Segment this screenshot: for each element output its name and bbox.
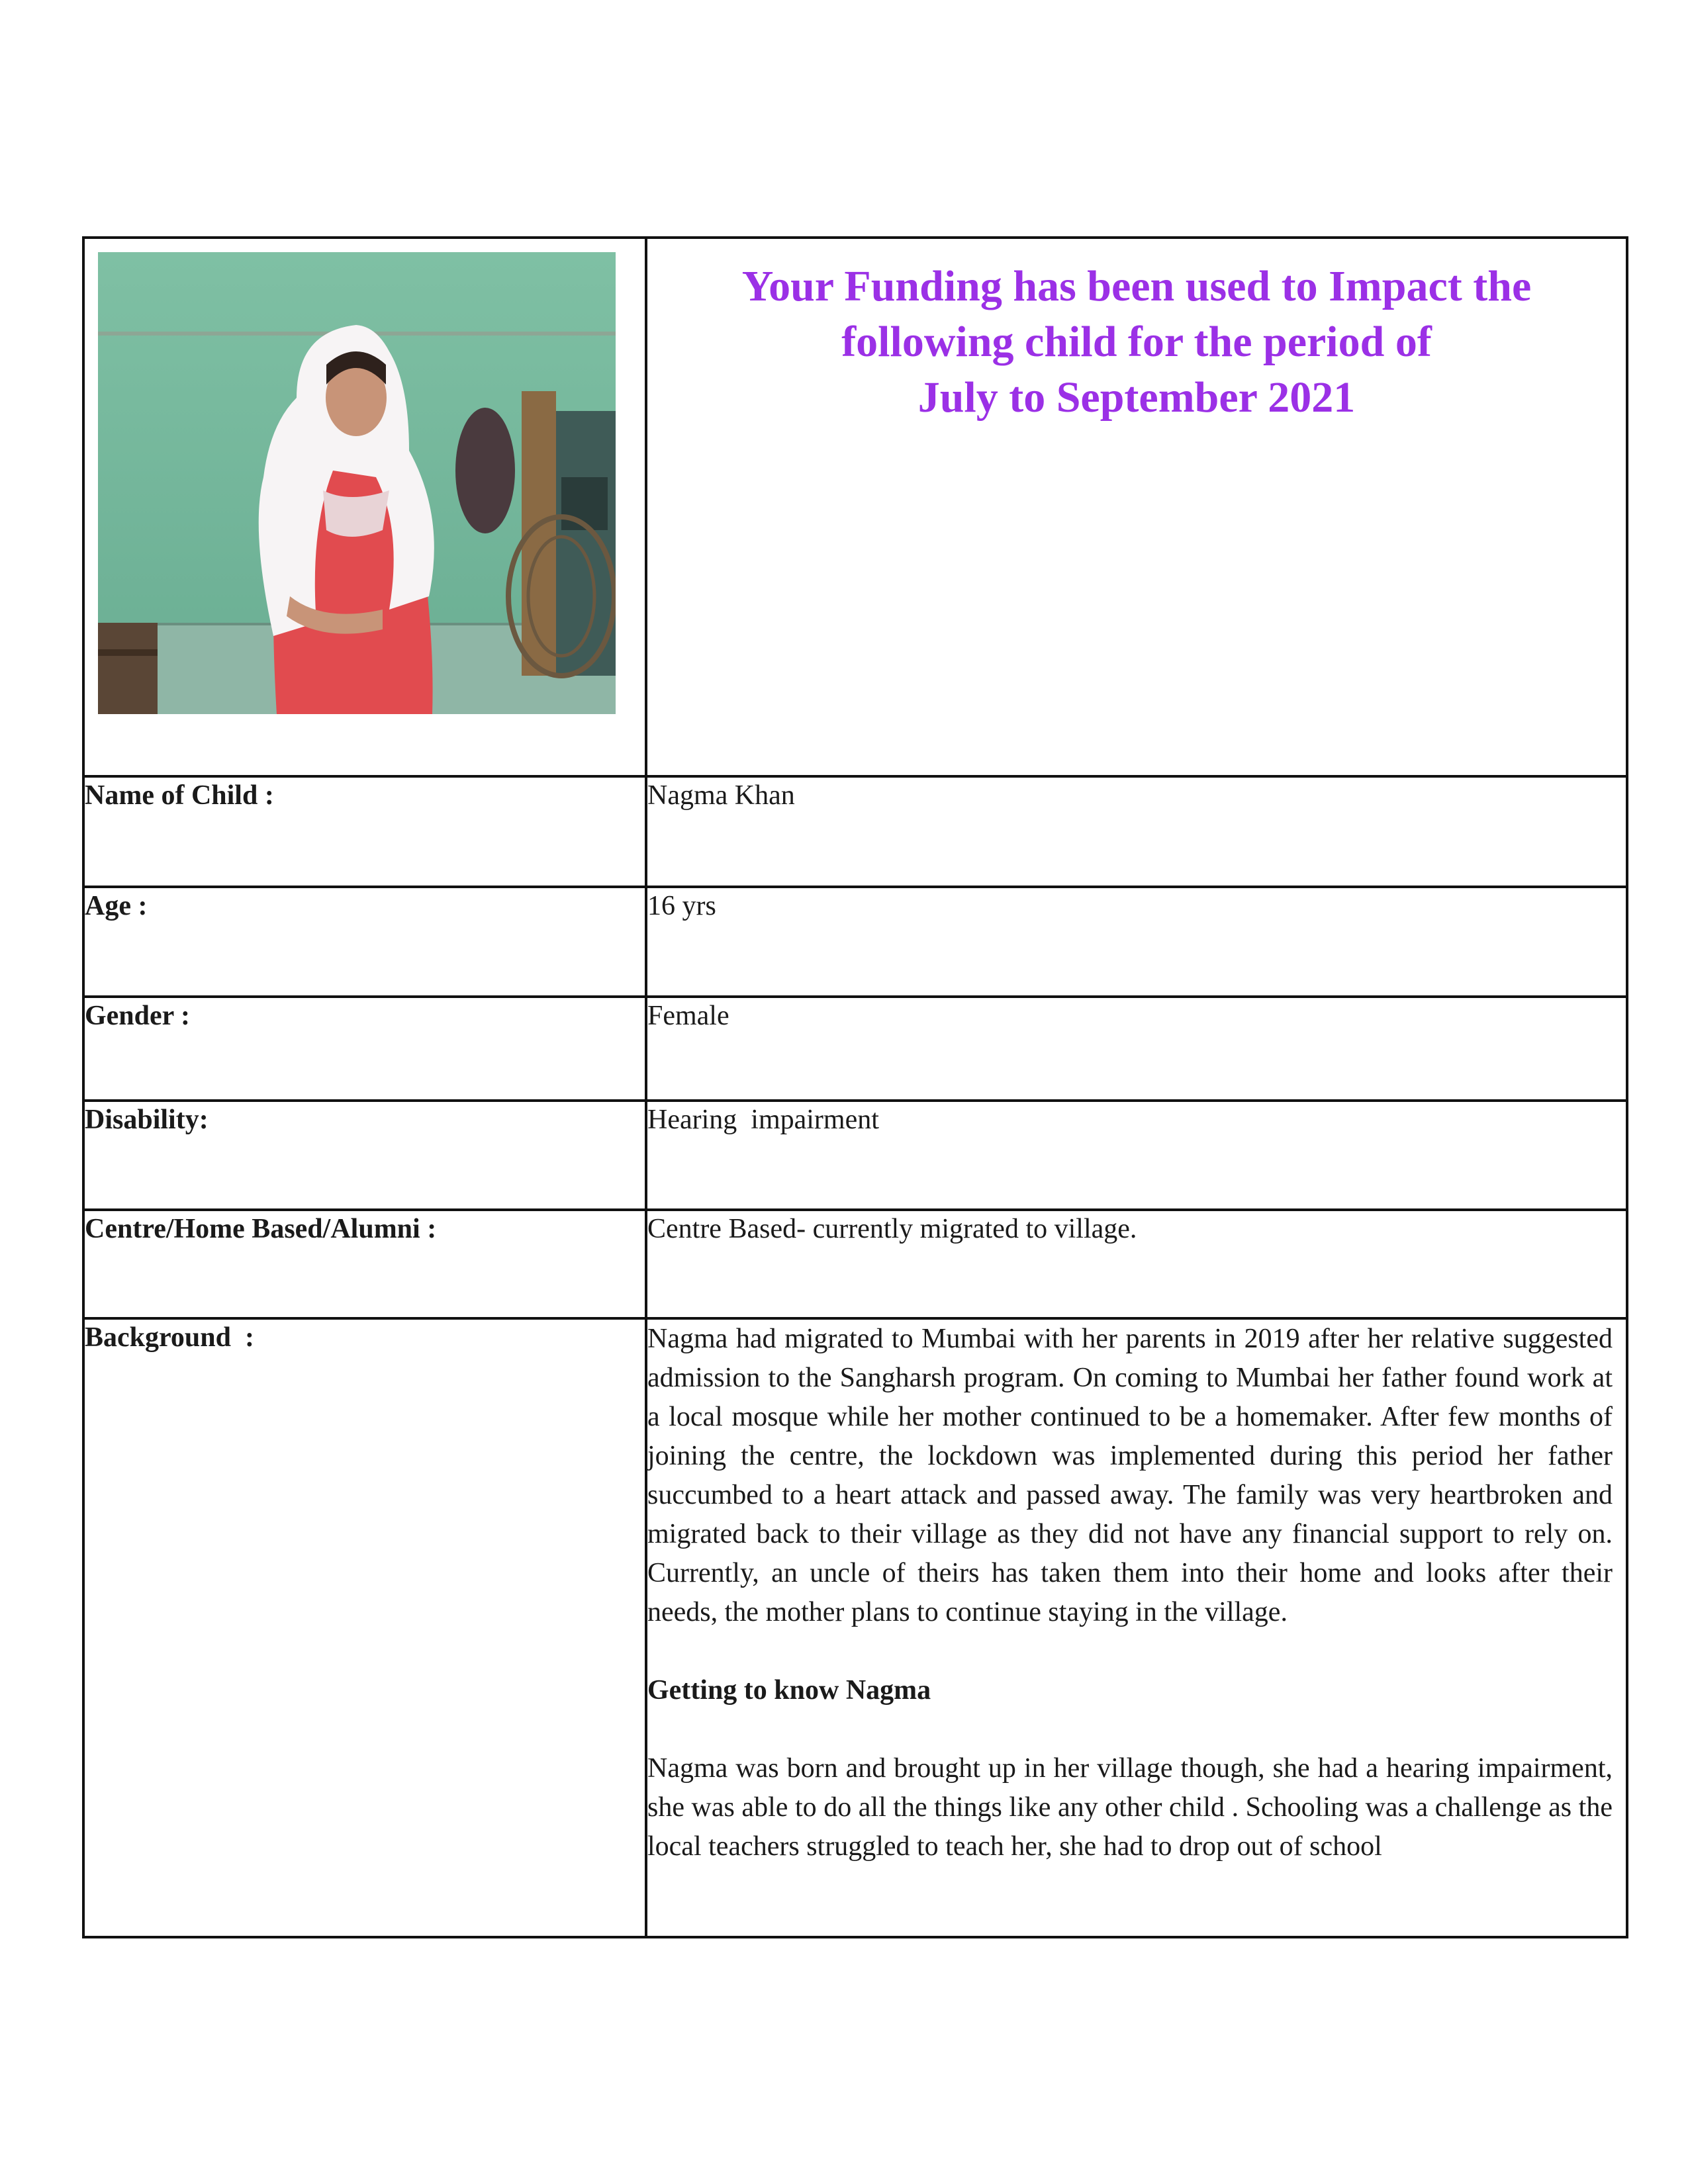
background-paragraph-2: Nagma was born and brought up in her village though, she had a hearing impairment, she was able to do all the things like any other child . Schooling was a challenge as the local teachers struggled to teach her, she had to drop out of school: [647, 1753, 1613, 1862]
row-background: [83, 1318, 1627, 1937]
header-row: [83, 238, 1627, 776]
background-label: Background :: [83, 1318, 646, 1937]
heading-cell: [646, 238, 1627, 776]
row-name: [83, 776, 1627, 887]
name-label: Name of Child :: [83, 776, 646, 887]
gender-label: Gender :: [83, 997, 646, 1101]
age-label: Age :: [83, 887, 646, 997]
child-photo: [98, 252, 616, 714]
centre-value: Centre Based- currently migrated to village.: [646, 1210, 1627, 1318]
name-value: Nagma Khan: [646, 776, 1627, 887]
gender-value: Female: [646, 997, 1627, 1101]
centre-label: Centre/Home Based/Alumni :: [83, 1210, 646, 1318]
child-report-table: [82, 236, 1628, 1938]
heading-line-3: July to September 2021: [917, 373, 1356, 422]
photo-cell: [83, 238, 646, 776]
disability-value: Hearing impairment: [646, 1101, 1627, 1210]
row-centre: [83, 1210, 1627, 1318]
background-paragraph-1: Nagma had migrated to Mumbai with her parents in 2019 after her relative suggested admission to the Sangharsh program. On coming to Mumbai her father found work at a local mosque while her mother continued to be a homemaker. After few months of joining the centre, the lockdown was implemented during this period her father succumbed to a heart attack and passed away. The family was very heartbroken and migrated back to their village as they did not have any financial support to rely on. Currently, an uncle of theirs has taken them into their home and looks after their needs, the mother plans to continue staying in the village.: [647, 1324, 1613, 1627]
age-value: 16 yrs: [646, 887, 1627, 997]
heading-line-2: following child for the period of: [841, 318, 1432, 366]
row-gender: [83, 997, 1627, 1101]
row-disability: [83, 1101, 1627, 1210]
disability-label: Disability:: [83, 1101, 646, 1210]
row-age: [83, 887, 1627, 997]
background-subheading: Getting to know Nagma: [647, 1675, 931, 1706]
funding-heading: [647, 239, 1626, 426]
heading-line-1: Your Funding has been used to Impact the: [741, 262, 1532, 310]
background-cell: [646, 1318, 1627, 1937]
